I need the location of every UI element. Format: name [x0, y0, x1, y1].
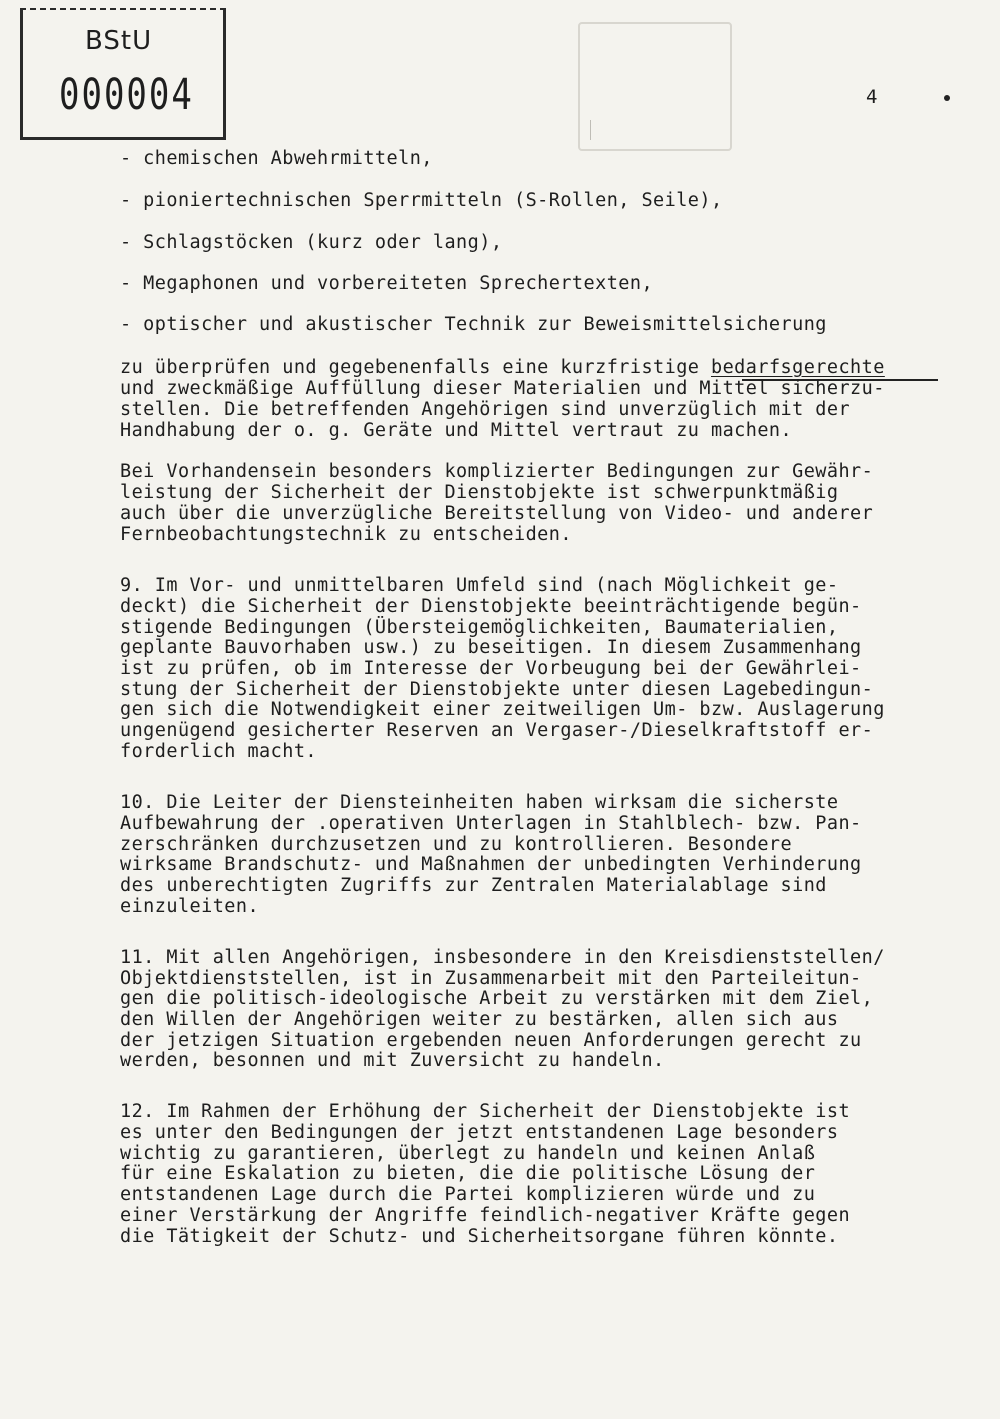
page-number: 4	[866, 86, 878, 108]
paragraph-line: wirksame Brandschutz- und Maßnahmen der unbedingten Verhinderung	[120, 854, 862, 875]
paragraph-line: und zweckmäßige Auffüllung dieser Materialien und Mittel sicherzu-	[120, 378, 885, 399]
stamp-number: 000004	[59, 70, 194, 120]
paragraph-line: 11. Mit allen Angehörigen, insbesondere in den Kreisdienststellen/	[120, 947, 885, 968]
paragraph-line: für eine Eskalation zu bieten, die die politische Lösung der	[120, 1163, 816, 1184]
paragraph-line: zerschränken durchzusetzen und zu kontrollieren. Besondere	[120, 834, 793, 855]
list-item: - Schlagstöcken (kurz oder lang),	[120, 232, 503, 253]
paragraph-line: den Willen der Angehörigen weiter zu bestärken, allen sich aus	[120, 1009, 839, 1030]
paragraph-line: deckt) die Sicherheit der Dienstobjekte beeinträchtigende begün-	[120, 596, 862, 617]
paragraph-line: es unter den Bedingungen der jetzt entstandenen Lage besonders	[120, 1122, 839, 1143]
paragraph-line: wichtig zu garantieren, überlegt zu handeln und keinen Anlaß	[120, 1143, 816, 1164]
list-item: - chemischen Abwehrmitteln,	[120, 148, 433, 169]
paragraph-line: Fernbeobachtungstechnik zu entscheiden.	[120, 524, 572, 545]
paragraph-line: ist zu prüfen, ob im Interesse der Vorbeugung bei der Gewährlei-	[120, 658, 862, 679]
paragraph-line: werden, besonnen und mit Zuversicht zu handeln.	[120, 1050, 665, 1071]
paragraph-line: 12. Im Rahmen der Erhöhung der Sicherheit der Dienstobjekte ist	[120, 1101, 851, 1122]
paragraph-line: stellen. Die betreffenden Angehörigen sind unverzüglich mit der	[120, 399, 851, 420]
paragraph-line: Handhabung der o. g. Geräte und Mittel vertraut zu machen.	[120, 420, 793, 441]
paragraph-line: Bei Vorhandensein besonders komplizierter Bedingungen zur Gewähr-	[120, 461, 874, 482]
paragraph-line: des unberechtigten Zugriffs zur Zentralen Materialablage sind	[120, 875, 827, 896]
paragraph-line: auch über die unverzügliche Bereitstellung von Video- und anderer	[120, 503, 874, 524]
paragraph-line: stung der Sicherheit der Dienstobjekte unter diesen Lagebedingun-	[120, 679, 874, 700]
paragraph-line: der jetzigen Situation ergebenden neuen Anforderungen gerecht zu	[120, 1030, 862, 1051]
margin-dot	[944, 95, 950, 101]
paragraph-line: stigende Bedingungen (Übersteigemöglichkeiten, Baumaterialien,	[120, 617, 839, 638]
list-item: - optischer und akustischer Technik zur Beweismittelsicherung	[120, 314, 827, 335]
paragraph-line: gen die politisch-ideologische Arbeit zu verstärken mit dem Ziel,	[120, 988, 874, 1009]
paragraph-line: einer Verstärkung der Angriffe feindlich-negativer Kräfte gegen	[120, 1205, 851, 1226]
list-item: - pioniertechnischen Sperrmitteln (S-Rollen, Seile),	[120, 190, 723, 211]
paragraph-line: geplante Bauvorhaben usw.) zu beseitigen. In diesem Zusammenhang	[120, 637, 862, 658]
paragraph-line: forderlich macht.	[120, 741, 317, 762]
paragraph-line: einzuleiten.	[120, 896, 260, 917]
paragraph-line: entstandenen Lage durch die Partei komplizieren würde und zu	[120, 1184, 816, 1205]
paragraph-text: zu überprüfen und gegebenenfalls eine kurzfristige	[120, 357, 711, 378]
archive-stamp	[20, 8, 226, 140]
paragraph-line: Objektdienststellen, ist in Zusammenarbeit mit den Parteileitun-	[120, 968, 862, 989]
stamp-label: BStU	[85, 26, 153, 56]
paragraph-line: gen sich die Notwendigkeit einer zeitweiligen Um- bzw. Auslagerung	[120, 699, 885, 720]
paragraph-line: leistung der Sicherheit der Dienstobjekte ist schwerpunktmäßig	[120, 482, 839, 503]
paragraph-line: 9. Im Vor- und unmittelbaren Umfeld sind (nach Möglichkeit ge-	[120, 575, 839, 596]
bleed-through-mark	[590, 120, 591, 140]
list-item: - Megaphonen und vorbereiteten Sprechertexten,	[120, 273, 654, 294]
underlined-word: bedarfsgerechte	[711, 357, 885, 378]
bleed-through-stamp	[578, 22, 732, 151]
paragraph-line: die Tätigkeit der Schutz- und Sicherheitsorgane führen könnte.	[120, 1226, 839, 1247]
paragraph-line: 10. Die Leiter der Diensteinheiten haben wirksam die sicherste	[120, 792, 839, 813]
paragraph-line: ungenügend gesicherter Reserven an Vergaser-/Dieselkraftstoff er-	[120, 720, 874, 741]
paragraph-line	[120, 357, 885, 378]
paragraph-line: Aufbewahrung der .operativen Unterlagen in Stahlblech- bzw. Pan-	[120, 813, 862, 834]
